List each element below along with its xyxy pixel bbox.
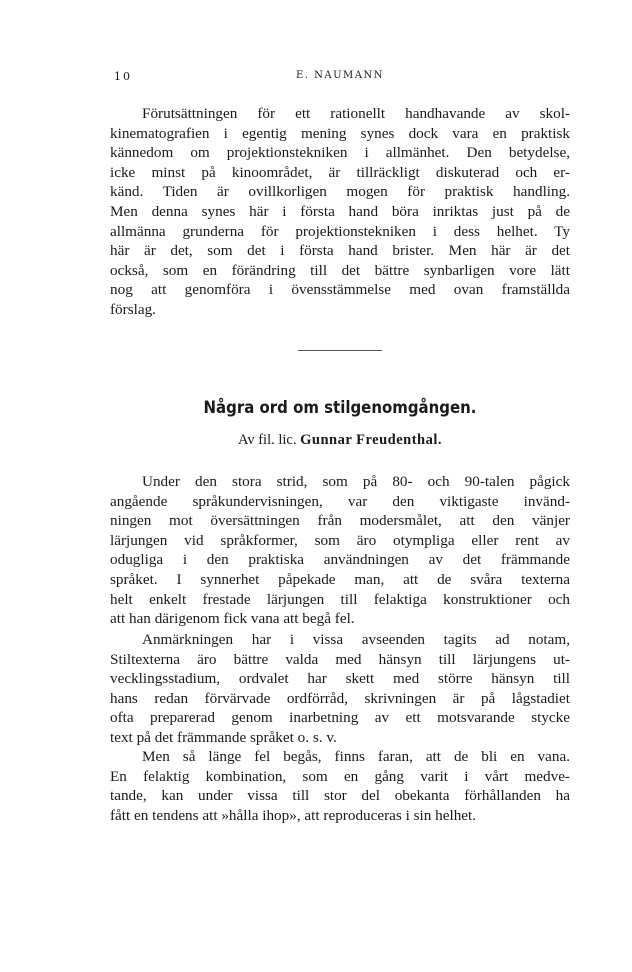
text-line: tande, kan under vissa till stor del obekanta förhållanden ha [110,787,570,805]
author-name: Gunnar Freudenthal. [300,432,443,448]
text-line: kännedom om projektionstekniken i allmänhet. Den betydelse, [110,144,570,162]
text-line: lärjungen vid språkformer, som äro otympliga eller rent av [110,531,570,549]
text-line: hans redan förvärvade ordförråd, skrivningen är på lågstadiet [110,689,570,707]
text-line: Stiltexterna äro bättre valda med hänsyn till lärjungens ut- [110,650,570,668]
text-line: fått en tendens att »hålla ihop», att reproduceras i sin helhet. [110,806,477,824]
text-line: också, som en förändring till det bättre synbarligen vore lätt [110,261,570,279]
text-line: Anmärkningen har i vissa avseenden tagits ad notam, [142,631,570,648]
running-title: E. NAUMANN [295,70,385,81]
byline-prefix: Av fil. lic. [237,432,297,448]
text-line: allmänna grunderna för projektionstekniken i dess helhet. Ty [110,222,570,240]
text-line: förslag. [110,300,156,318]
text-line: angående språkundervisningen, var den viktigaste invänd- [110,492,570,510]
text-line: känd. Tiden är ovillkorligen mogen för praktisk handling. [110,183,570,201]
text-line: kinematografien i egentig mening synes dock vara en praktisk [110,124,570,142]
text-line: helt enkelt frestade lärjungen till felaktiga konstruktioner och [110,590,570,608]
text-line: här är det, som det i första hand brister. Men här är det [110,242,570,260]
section-divider [298,350,382,351]
text-line: text på det främmande språket o. s. v. [110,728,337,746]
text-line: ningen mot översättningen från modersmålet, att den vänjer [110,512,570,530]
text-line: Men denna synes här i första hand böra inriktas just på de [110,202,570,220]
text-line: ofta preparerad genom inarbetning av ett motsvarande stycke [110,709,570,727]
text-line: Under den stora strid, som på 80- och 90-talen pågick [142,473,570,490]
text-line: språket. I synnerhet påpekade man, att de svåra texterna [110,570,570,588]
text-line: vecklingsstadium, ordvalet har skett med större hänsyn till [110,670,570,688]
text-line: En felaktig kombination, som en gång varit i vårt medve- [110,767,570,785]
paragraph-1 [110,104,570,320]
page-number: 10 [114,70,132,83]
paragraph-4 [110,747,570,825]
text-line: Förutsättningen för ett rationellt handhavande av skol- [142,105,570,122]
text-line: odugliga i den praktiska användningen av det främmande [110,551,570,569]
byline [110,432,570,449]
paragraph-3 [110,630,570,748]
paragraph-2 [110,472,570,629]
running-head [110,70,570,86]
article-title: Några ord om stilgenomgången. [203,398,477,418]
text-line: att han därigenom fick vana att begå fel. [110,610,355,628]
text-line: Men så länge fel begås, finns faran, att de bli en vana. [142,748,570,765]
text-line: nog att genomföra i övensstämmelse med ovan framställda [110,281,570,299]
text-line: icke minst på kinoområdet, är tillräckligt diskuterad och er- [110,163,570,181]
